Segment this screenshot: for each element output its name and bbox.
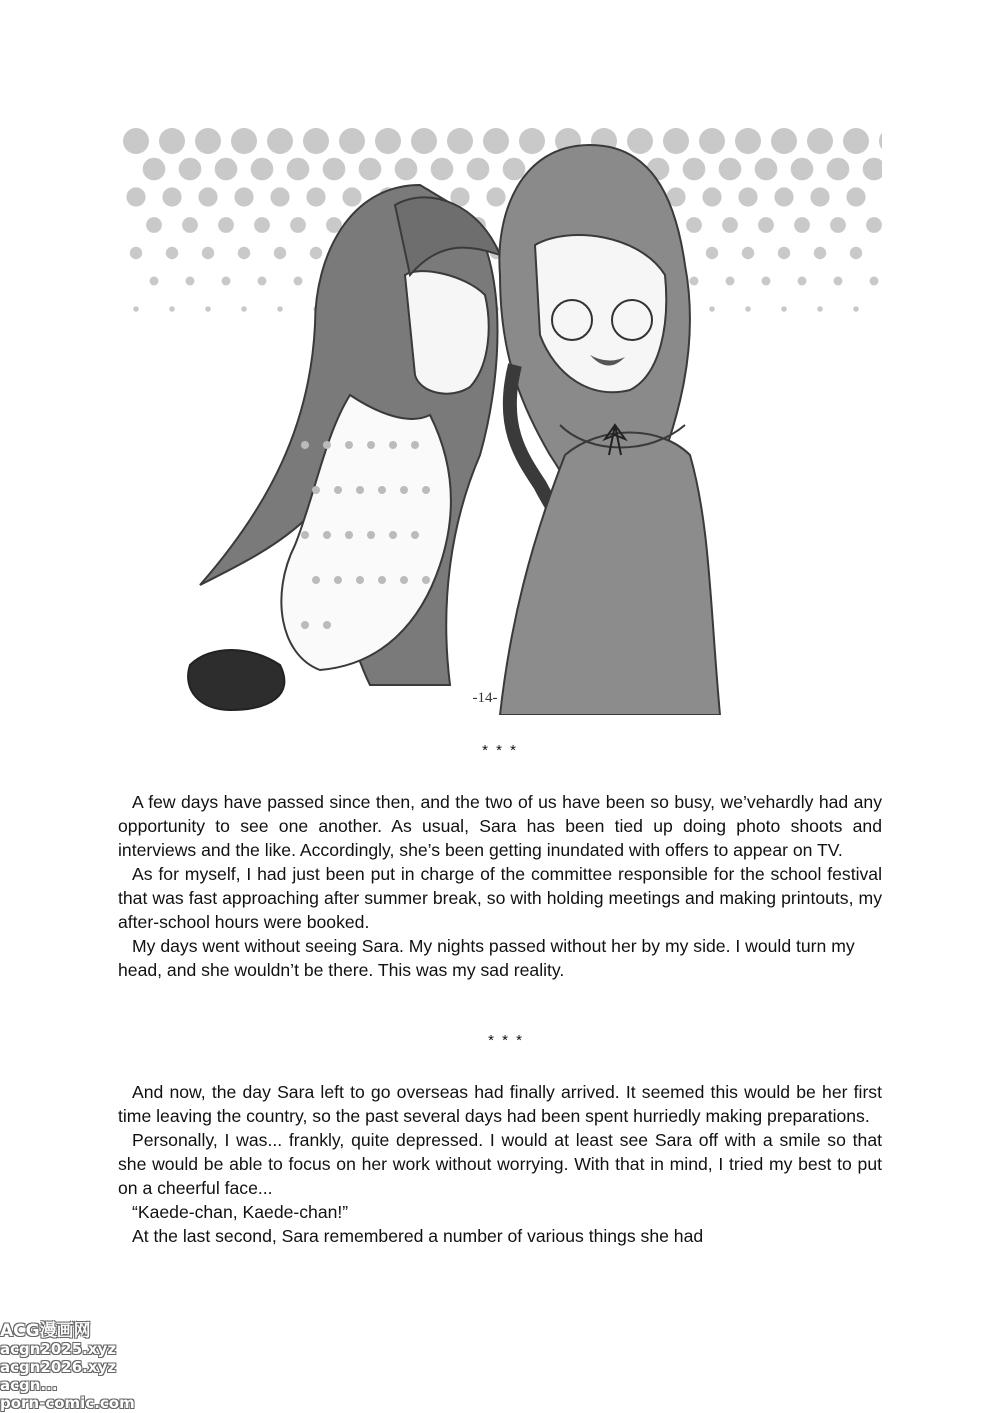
dress-dot (422, 576, 430, 584)
dress-dot (356, 486, 364, 494)
halftone-dot (287, 158, 310, 181)
halftone-dot (166, 247, 178, 259)
watermark-url: porn-comic.com (0, 1394, 135, 1412)
halftone-dot (186, 277, 195, 286)
halftone-dot (738, 187, 757, 206)
halftone-dot (238, 247, 250, 259)
dress-dot (312, 576, 320, 584)
halftone-dot (690, 277, 699, 286)
dress-dot (345, 531, 353, 539)
halftone-dot (294, 277, 303, 286)
paragraph: My days went without seeing Sara. My nights passed without her by my side. I would turn my head, and she wouldn’t be there. This was my sad reality. (118, 936, 855, 980)
dress-dot (301, 531, 309, 539)
halftone-dot (290, 217, 306, 233)
halftone-dot (807, 128, 833, 154)
watermark-url: acgn2025.xyz (0, 1340, 117, 1358)
halftone-dot (205, 306, 211, 312)
dress-dot (323, 621, 331, 629)
halftone-dot (745, 306, 751, 312)
dress-dot (422, 486, 430, 494)
dress-dot (356, 576, 364, 584)
halftone-dot (863, 158, 882, 181)
halftone-dot (215, 158, 238, 181)
manga-illustration (120, 125, 882, 715)
halftone-dot (663, 128, 689, 154)
halftone-dot (323, 158, 346, 181)
halftone-dot (222, 277, 231, 286)
halftone-dot (270, 187, 289, 206)
halftone-dot (395, 158, 418, 181)
halftone-dot (771, 128, 797, 154)
halftone-dot (143, 158, 166, 181)
dress-dot (301, 621, 309, 629)
dress-dot (389, 441, 397, 449)
halftone-dot (162, 187, 181, 206)
paragraph: And now, the day Sara left to go overseas had finally arrived. It seemed this would be her first time leaving the country, so the past several days had been spent hurriedly making preparations. (118, 1082, 882, 1126)
text-section-2 (118, 1080, 882, 1248)
halftone-dot (303, 128, 329, 154)
dress-dot (301, 441, 309, 449)
dress-dot (345, 441, 353, 449)
left-girl-shorts (188, 650, 284, 710)
halftone-dot (758, 217, 774, 233)
halftone-dot (706, 247, 718, 259)
dress-dot (334, 486, 342, 494)
dress-dot (378, 576, 386, 584)
halftone-dot (791, 158, 814, 181)
halftone-dot (146, 217, 162, 233)
scene-separator: * * * (488, 1032, 524, 1049)
dress-dot (411, 441, 419, 449)
halftone-dot (169, 306, 175, 312)
halftone-dot (702, 187, 721, 206)
halftone-dot (810, 187, 829, 206)
site-watermark (0, 1321, 135, 1412)
halftone-dot (231, 128, 257, 154)
halftone-dot (126, 187, 145, 206)
halftone-dot (483, 128, 509, 154)
halftone-dot (306, 187, 325, 206)
dress-dot (389, 531, 397, 539)
page-number: -14- (472, 690, 498, 706)
dress-dot (400, 576, 408, 584)
halftone-dot (218, 217, 234, 233)
halftone-dot (150, 277, 159, 286)
halftone-dot (742, 247, 754, 259)
halftone-dot (198, 187, 217, 206)
halftone-dot (778, 247, 790, 259)
halftone-dot (123, 128, 149, 154)
halftone-dot (251, 158, 274, 181)
halftone-dot (798, 277, 807, 286)
halftone-dot (375, 128, 401, 154)
halftone-dot (762, 277, 771, 286)
halftone-dot (866, 217, 882, 233)
halftone-dot (879, 128, 882, 154)
dress-dot (323, 531, 331, 539)
halftone-dot (267, 128, 293, 154)
halftone-dot (486, 187, 505, 206)
halftone-dot (274, 247, 286, 259)
watermark-url: acgn... (0, 1376, 58, 1394)
halftone-dot (686, 217, 702, 233)
halftone-dot (411, 128, 437, 154)
halftone-dot (870, 277, 879, 286)
halftone-dot (719, 158, 742, 181)
halftone-dot (722, 217, 738, 233)
halftone-dot (342, 187, 361, 206)
halftone-dot (774, 187, 793, 206)
dress-dot (411, 531, 419, 539)
halftone-dot (850, 247, 862, 259)
paragraph: “Kaede-chan, Kaede-chan!” (132, 1202, 349, 1222)
scene-separator: * * * (482, 742, 518, 759)
dress-dot (400, 486, 408, 494)
halftone-dot (431, 158, 454, 181)
watermark-brand: ACG漫画网 (0, 1321, 91, 1341)
halftone-dot (202, 247, 214, 259)
halftone-dot (699, 128, 725, 154)
halftone-dot (130, 247, 142, 259)
halftone-dot (834, 277, 843, 286)
dress-dot (378, 486, 386, 494)
paragraph: At the last second, Sara remembered a number of various things she had (132, 1226, 704, 1246)
paragraph: Personally, I was... frankly, quite depressed. I would at least see Sara off with a smile so that she would be able to focus on her work without worrying. With that in mind, I tried my best to put on a cheerful face... (118, 1130, 882, 1198)
halftone-dot (182, 217, 198, 233)
halftone-dot (254, 217, 270, 233)
halftone-dot (683, 158, 706, 181)
halftone-dot (258, 277, 267, 286)
halftone-dot (827, 158, 850, 181)
text-section-1 (118, 790, 882, 982)
halftone-dot (339, 128, 365, 154)
halftone-dot (447, 128, 473, 154)
halftone-dot (853, 306, 859, 312)
watermark-url: acgn2026.xyz (0, 1358, 117, 1376)
halftone-dot (195, 128, 221, 154)
paragraph: As for myself, I had just been put in charge of the committee responsible for the school festival that was fast approaching after summer break, so with holding meetings and making printouts, my after-school hours were booked. (118, 864, 882, 932)
halftone-dot (234, 187, 253, 206)
halftone-dot (846, 187, 865, 206)
halftone-dot (241, 306, 247, 312)
illustration-art (120, 125, 882, 715)
paragraph: A few days have passed since then, and the two of us have been so busy, we’vehardly had any opportunity to see one another. As usual, Sara has been tied up doing photo shoots and interviews and the like. Accordingly, she’s been getting inundated with offers to appear on TV. (118, 792, 882, 860)
halftone-dot (843, 128, 869, 154)
halftone-dot (519, 128, 545, 154)
halftone-dot (359, 158, 382, 181)
halftone-dot (726, 277, 735, 286)
halftone-dot (503, 158, 526, 181)
dress-dot (334, 576, 342, 584)
halftone-dot (159, 128, 185, 154)
left-girl-face (405, 271, 489, 394)
halftone-dot (709, 306, 715, 312)
dress-dot (367, 441, 375, 449)
halftone-dot (781, 306, 787, 312)
halftone-dot (814, 247, 826, 259)
halftone-dot (310, 247, 322, 259)
halftone-dot (817, 306, 823, 312)
halftone-dot (277, 306, 283, 312)
halftone-dot (794, 217, 810, 233)
dress-dot (323, 441, 331, 449)
halftone-dot (830, 217, 846, 233)
halftone-dot (133, 306, 139, 312)
halftone-dot (735, 128, 761, 154)
dress-dot (367, 531, 375, 539)
halftone-dot (467, 158, 490, 181)
halftone-dot (627, 128, 653, 154)
halftone-dot (755, 158, 778, 181)
halftone-dot (179, 158, 202, 181)
dress-dot (312, 486, 320, 494)
